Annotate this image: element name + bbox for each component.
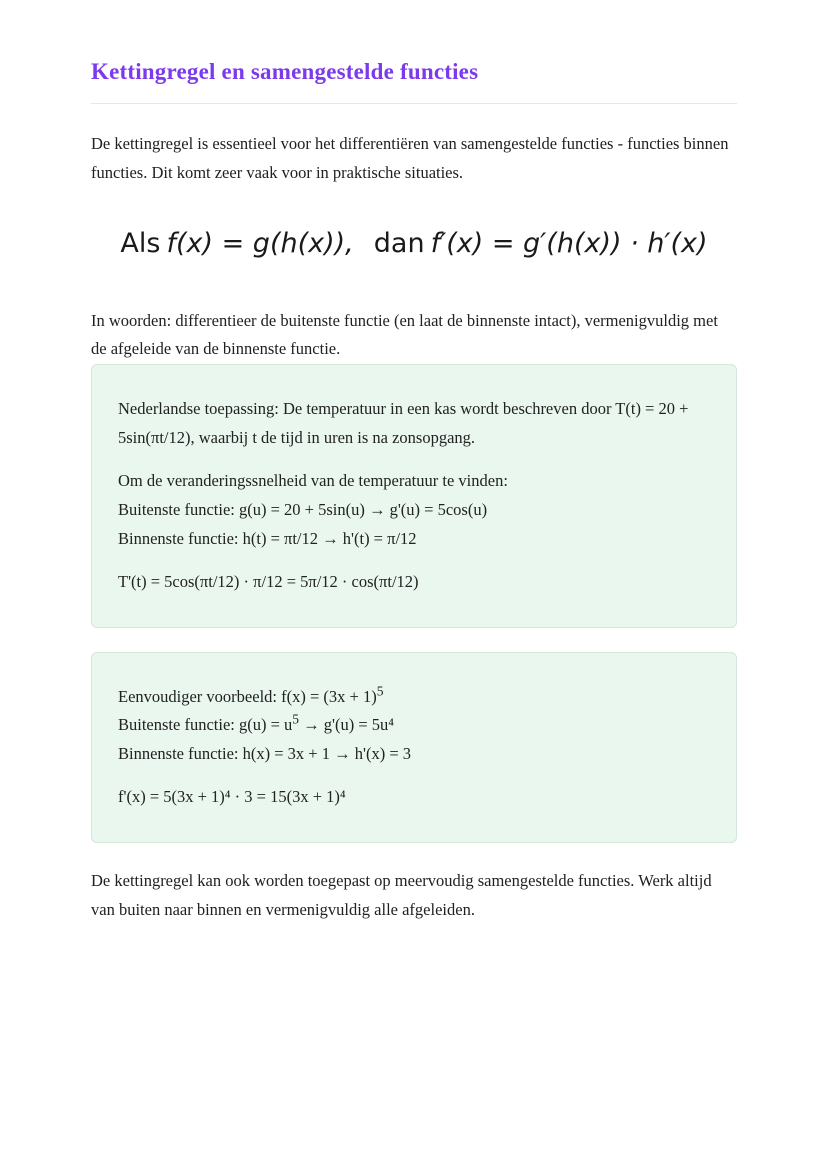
greenhouse-example-box <box>91 364 737 627</box>
greenhouse-outer-function-line: Buitenste functie: g(u) = 20 + 5sin(u) → g'(u) = 5cos(u) <box>118 499 488 519</box>
formula-if-word: Als <box>120 227 161 259</box>
formula-derivative: f′(x) = g′(h(x)) · h′(x) <box>430 227 708 259</box>
polynomial-result-line: f'(x) = 5(3x + 1)⁴ · 3 = 15(3x + 1)⁴ <box>118 787 346 807</box>
polynomial-statement-line: Eenvoudiger voorbeeld: $f(x) = (3x + 1)^5$ <box>118 683 384 706</box>
intro-paragraph: De kettingregel is essentieel voor het differentiëren van samengestelde functies - functies binnen functies. Dit komt zeer vaak voor in praktische situaties. <box>91 133 729 182</box>
greenhouse-result-line: T'(t) = 5cos(πt/12) · π/12 = 5π/12 · cos(πt/12) <box>118 571 419 591</box>
polynomial-inner-function-line: Binnenste functie: h(x) = 3x + 1 → h'(x) = 3 <box>118 744 412 764</box>
in-words-paragraph: In woorden: differentieer de buitenste functie (en laat de binnenste intact), vermenigvuldig met de afgeleide van de binnenste functie. <box>91 310 718 359</box>
title-divider <box>91 103 737 104</box>
chain-rule-formula <box>91 228 737 259</box>
greenhouse-derivation <box>118 467 710 554</box>
greenhouse-goal-line: Om de veranderingssnelheid van de temperatuur te vinden: <box>118 471 508 490</box>
polynomial-derivation <box>118 683 710 770</box>
page-title: Kettingregel en samengestelde functies <box>91 59 479 84</box>
outro-paragraph: De kettingregel kan ook worden toegepast op meervoudig samengestelde functies. Werk altijd van buiten naar binnen en vermenigvuldig alle afgeleiden. <box>91 871 712 919</box>
formula-then-word: dan <box>373 227 425 259</box>
polynomial-example-box <box>91 652 737 844</box>
polynomial-outer-function-line: Buitenste functie: $g(u) = u^5 \to g'(u) = 5u^4$ <box>118 711 395 735</box>
greenhouse-application-text: Nederlandse toepassing: De temperatuur in een kas wordt beschreven door T(t) = 20 + 5sin(πt/12), waarbij t de tijd in uren is na zonsopgang. <box>118 399 689 448</box>
greenhouse-inner-function-line: Binnenste functie: h(t) = πt/12 → h'(t) = π/12 <box>118 528 417 548</box>
formula-composite-function: f(x) = g(h(x)), <box>166 227 354 259</box>
